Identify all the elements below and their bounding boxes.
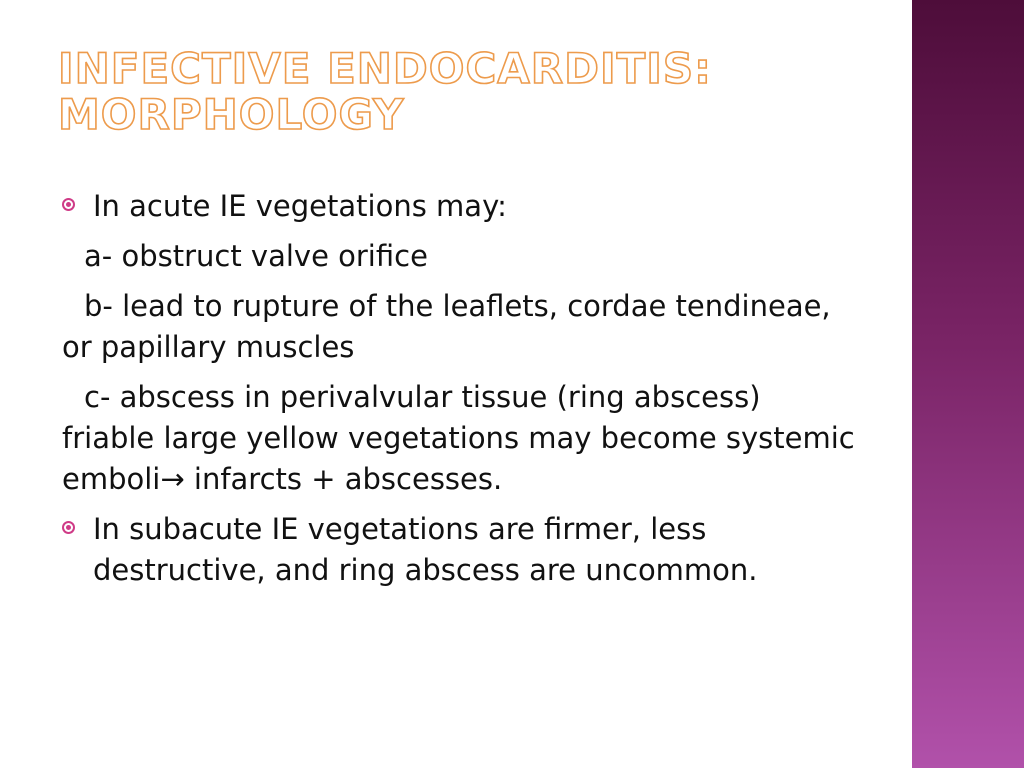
sub-item-c	[62, 377, 862, 500]
bullet-acute-ie-text: In acute IE vegetations may:	[93, 189, 507, 223]
sub-item-b: b- lead to rupture of the leaflets, cordae tendineae, or papillary muscles	[62, 289, 831, 364]
sub-item-a: a- obstruct valve orifice	[84, 239, 428, 273]
slide-title	[58, 46, 712, 138]
sub-item-c-text-3: infarcts + abscesses.	[184, 462, 503, 496]
bullet-subacute-ie	[62, 509, 862, 591]
slide-body	[62, 186, 862, 591]
decorative-side-band	[912, 0, 1024, 768]
bullet-acute-ie	[62, 186, 862, 227]
right-arrow-icon: →	[160, 462, 185, 496]
slide-title-line-2: MORPHOLOGY	[58, 90, 405, 140]
sub-item-c-text-2: friable large yellow vegetations may become systemic emboli	[62, 421, 855, 496]
bullet-subacute-ie-text: In subacute IE vegetations are firmer, less destructive, and ring abscess are uncommon.	[93, 512, 758, 587]
radio-bullet-icon	[62, 198, 75, 211]
radio-bullet-icon	[62, 521, 75, 534]
sub-item-c-text-1: c- abscess in perivalvular tissue (ring abscess)	[84, 380, 761, 414]
slide-title-line-1: INFECTIVE ENDOCARDITIS:	[58, 44, 712, 93]
